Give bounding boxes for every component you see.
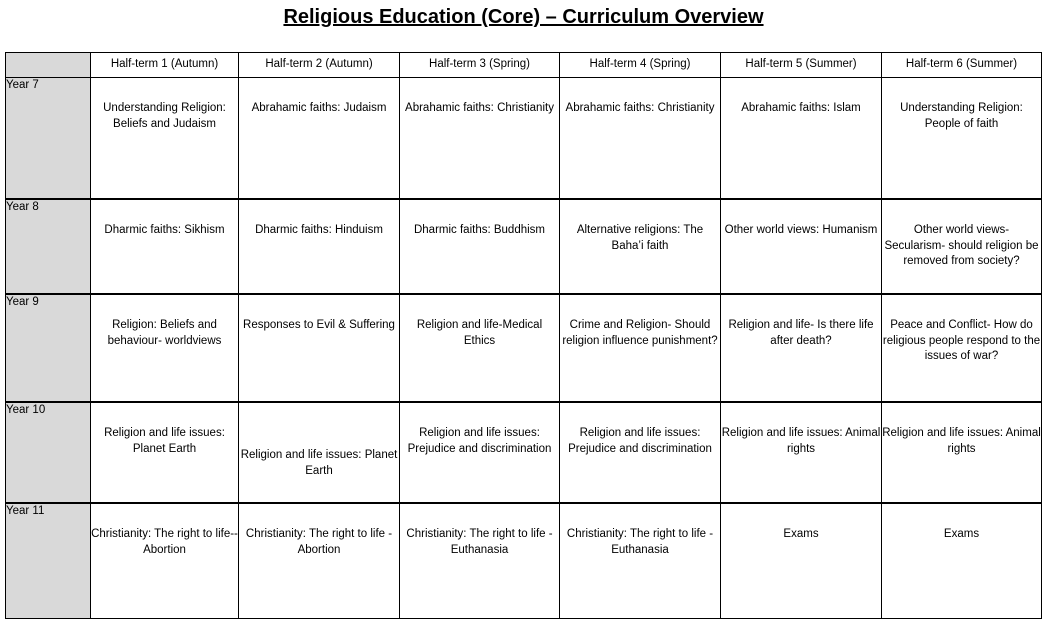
table-cell [882,78,1042,200]
cell-text: Other world views: Humanism [724,224,878,236]
table-cell [721,199,882,294]
year-label: Year 8 [6,199,91,294]
cell-text: Religion and life issues: Prejudice and discrimination [407,427,552,455]
cell-text: Abrahamic faiths: Christianity [405,102,554,114]
header-half-term-5: Half-term 5 (Summer) [721,53,882,78]
table-cell [239,199,400,294]
table-row [6,503,1042,619]
table-cell [882,402,1042,503]
cell-text: Abrahamic faiths: Christianity [565,102,715,114]
cell-text: Religion and life issues: Planet Earth [104,427,225,455]
cell-text: Religion and life issues: Animal rights [721,427,881,455]
table-cell [882,294,1042,402]
table-cell [400,199,560,294]
table-cell [560,503,721,619]
table-cell [91,294,239,402]
table-row [6,78,1042,200]
table-cell [721,78,882,200]
table-cell [239,503,400,619]
cell-text: Dharmic faiths: Hinduism [255,224,383,236]
table-cell [560,294,721,402]
cell-text: Religion and life issues: Animal rights [882,427,1041,455]
cell-text: Religion and life- Is there life after death? [728,319,874,347]
table-cell [882,503,1042,619]
table-cell [400,78,560,200]
year-label: Year 10 [6,402,91,503]
cell-text: Religion and life-Medical Ethics [416,319,543,347]
cell-text: Dharmic faiths: Sikhism [104,224,225,236]
cell-text: Religion and life issues: Planet Earth [240,449,398,477]
table-cell [91,199,239,294]
corner-header-cell [6,53,91,78]
table-cell [721,503,882,619]
table-cell [400,294,560,402]
year-label: Year 11 [6,503,91,619]
cell-text: Other world views- Secularism- should religion be removed from society? [884,224,1039,267]
cell-text: Understanding Religion: Beliefs and Judaism [103,102,226,130]
table-cell [91,402,239,503]
table-cell [91,503,239,619]
table-cell [239,78,400,200]
cell-text: Understanding Religion: People of faith [900,102,1023,130]
table-cell [239,294,400,402]
page-title: Religious Education (Core) – Curriculum Overview [283,6,764,28]
cell-text: Responses to Evil & Suffering [243,319,395,331]
table-cell [560,78,721,200]
cell-text: Christianity: The right to life -Euthanasia [406,528,553,556]
year-label: Year 9 [6,294,91,402]
table-cell [239,402,400,503]
table-cell [91,78,239,200]
cell-text: Christianity: The right to life -Abortion [245,528,393,556]
table-cell [560,199,721,294]
table-cell [721,294,882,402]
header-half-term-1: Half-term 1 (Autumn) [91,53,239,78]
table-row [6,294,1042,402]
header-half-term-2: Half-term 2 (Autumn) [239,53,400,78]
cell-text: Peace and Conflict- How do religious people respond to the issues of war? [882,319,1041,362]
table-cell [400,503,560,619]
curriculum-table [5,52,1042,619]
cell-text: Exams [943,528,980,540]
table-cell [560,402,721,503]
header-half-term-3: Half-term 3 (Spring) [400,53,560,78]
table-cell [721,402,882,503]
cell-text: Alternative religions: The Baha’i faith [576,224,704,252]
header-half-term-6: Half-term 6 (Summer) [882,53,1042,78]
cell-text: Religion and life issues: Prejudice and discrimination [568,427,712,455]
table-cell [400,402,560,503]
header-half-term-4: Half-term 4 (Spring) [560,53,721,78]
cell-text: Abrahamic faiths: Islam [741,102,861,114]
table-row [6,402,1042,503]
cell-text: Christianity: The right to life -Euthanasia [566,528,714,556]
header-row [6,53,1042,78]
cell-text: Dharmic faiths: Buddhism [413,224,546,236]
year-label: Year 7 [6,78,91,200]
table-cell [882,199,1042,294]
cell-text: Christianity: The right to life--Abortion [91,528,238,556]
cell-text: Exams [783,528,819,540]
cell-text: Abrahamic faiths: Judaism [251,102,387,114]
cell-text: Crime and Religion- Should religion influence punishment? [562,319,718,347]
table-row [6,199,1042,294]
cell-text: Religion: Beliefs and behaviour- worldviews [107,319,222,347]
